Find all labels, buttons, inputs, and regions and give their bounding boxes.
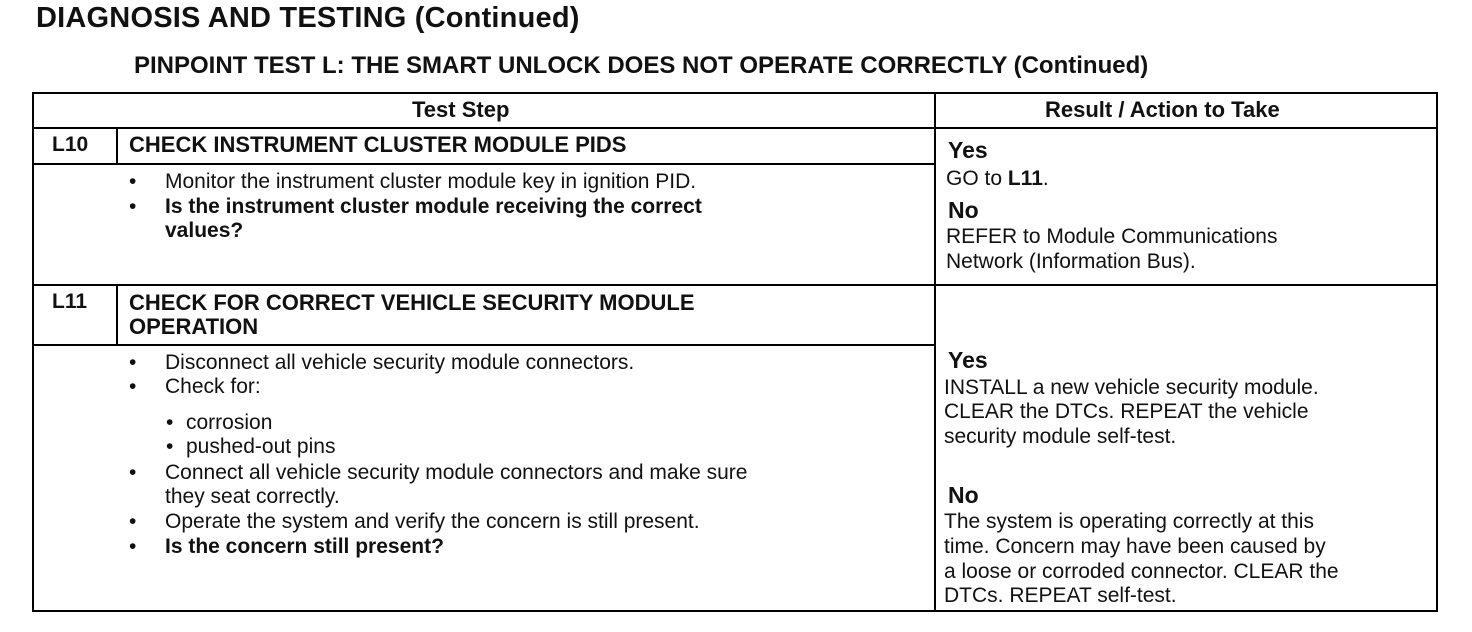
bullet-icon: •	[129, 170, 137, 193]
yes-action-prefix: GO to	[946, 167, 1008, 190]
yes-action-ref: L11	[1007, 167, 1043, 190]
pinpoint-test-title: PINPOINT TEST L: THE SMART UNLOCK DOES NOT OPERATE CORRECTLY (Continued)	[134, 52, 1149, 79]
bullet-icon: •	[129, 195, 137, 218]
step-question: Is the concern still present?	[165, 535, 444, 558]
yes-label: Yes	[948, 137, 988, 163]
table-border-left	[32, 92, 34, 612]
l11-id-divider	[116, 284, 118, 345]
yes-action-suffix: .	[1042, 167, 1049, 190]
page-title: DIAGNOSIS AND TESTING (Continued)	[36, 2, 580, 34]
step-id: L11	[52, 290, 88, 313]
table-border-top	[32, 92, 1438, 94]
yes-action-line: CLEAR the DTCs. REPEAT the vehicle	[944, 400, 1309, 423]
no-label: No	[948, 482, 979, 508]
no-action-line: time. Concern may have been caused by	[944, 535, 1326, 558]
yes-action-line: INSTALL a new vehicle security module.	[944, 376, 1319, 399]
bullet-icon: •	[129, 535, 137, 558]
column-divider	[934, 92, 936, 612]
sub-instruction: corrosion	[186, 411, 273, 434]
yes-label: Yes	[948, 347, 988, 373]
step-title-cont: OPERATION	[129, 314, 259, 339]
row-divider	[32, 284, 1438, 286]
bullet-icon: •	[129, 375, 137, 398]
step-instruction: Connect all vehicle security module connectors and make sure	[165, 461, 748, 484]
no-action-line: DTCs. REPEAT self-test.	[944, 584, 1177, 607]
step-instruction: Check for:	[165, 375, 261, 398]
l11-title-divider	[32, 344, 936, 346]
yes-action	[946, 166, 1049, 191]
yes-action-line: security module self-test.	[944, 425, 1177, 448]
step-question-cont: values?	[165, 219, 244, 242]
step-title: CHECK FOR CORRECT VEHICLE SECURITY MODULE	[129, 290, 695, 315]
l10-title-divider	[32, 163, 936, 165]
no-action-line: REFER to Module Communications	[946, 225, 1278, 248]
table-border-bottom	[32, 610, 1438, 612]
sub-bullet-icon: •	[166, 411, 174, 434]
no-label: No	[948, 197, 979, 223]
step-instruction: Disconnect all vehicle security module connectors.	[165, 351, 635, 374]
step-id: L10	[52, 133, 89, 156]
table-border-right	[1436, 92, 1438, 612]
step-instruction: Monitor the instrument cluster module key in ignition PID.	[165, 170, 697, 193]
sub-instruction: pushed-out pins	[186, 435, 336, 458]
no-action-line: a loose or corroded connector. CLEAR the	[944, 560, 1339, 583]
l10-id-divider	[116, 127, 118, 164]
bullet-icon: •	[129, 510, 137, 533]
result-header: Result / Action to Take	[1045, 97, 1280, 122]
step-title: CHECK INSTRUMENT CLUSTER MODULE PIDS	[129, 132, 627, 157]
step-question: Is the instrument cluster module receiving the correct	[165, 195, 702, 218]
bullet-icon: •	[129, 351, 137, 374]
step-instruction: Operate the system and verify the concern is still present.	[165, 510, 700, 533]
no-action-line: The system is operating correctly at this	[944, 510, 1314, 533]
bullet-icon: •	[129, 461, 137, 484]
step-instruction-cont: they seat correctly.	[165, 485, 340, 508]
sub-bullet-icon: •	[166, 435, 174, 458]
header-divider	[32, 127, 1438, 129]
no-action-line: Network (Information Bus).	[946, 250, 1196, 273]
test-step-header: Test Step	[412, 97, 510, 122]
